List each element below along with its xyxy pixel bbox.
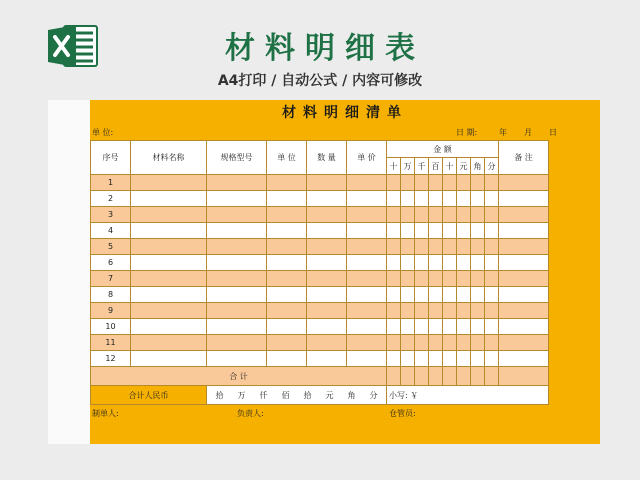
sheet-gutter <box>48 100 90 444</box>
table-cell[interactable] <box>307 223 347 239</box>
month-label: 月 <box>524 128 532 137</box>
table-cell[interactable] <box>401 319 415 335</box>
row-index: 2 <box>91 191 131 207</box>
table-cell[interactable] <box>347 335 387 351</box>
table-cell[interactable] <box>347 223 387 239</box>
table-cell[interactable] <box>267 271 307 287</box>
table-cell[interactable] <box>307 319 347 335</box>
amount-unit-header: 分 <box>485 158 499 175</box>
table-cell[interactable] <box>347 303 387 319</box>
table-cell[interactable] <box>457 207 471 223</box>
table-cell[interactable] <box>267 287 307 303</box>
table-cell[interactable] <box>485 239 499 255</box>
table-cell[interactable] <box>443 223 457 239</box>
amount-unit-header: 角 <box>471 158 485 175</box>
table-cell[interactable] <box>429 207 443 223</box>
table-cell[interactable] <box>131 191 207 207</box>
table-cell[interactable] <box>207 335 267 351</box>
maker-label: 制单人: <box>92 409 119 418</box>
table-cell[interactable] <box>387 335 401 351</box>
col-header-name: 材料名称 <box>131 141 207 175</box>
table-cell[interactable] <box>387 255 401 271</box>
table-cell[interactable] <box>347 239 387 255</box>
table-row <box>91 239 549 255</box>
page-title: 材料明细表 <box>225 31 425 66</box>
table-cell[interactable] <box>387 239 401 255</box>
table-cell[interactable] <box>457 319 471 335</box>
table-cell[interactable] <box>443 255 457 271</box>
table-cell[interactable] <box>499 335 549 351</box>
col-header-quantity: 数 量 <box>307 141 347 175</box>
table-cell[interactable] <box>207 223 267 239</box>
rmb-unit: 拾 <box>303 390 312 400</box>
table-cell[interactable] <box>471 223 485 239</box>
table-cell[interactable] <box>307 271 347 287</box>
table-cell[interactable] <box>387 207 401 223</box>
table-cell[interactable] <box>307 303 347 319</box>
table-cell[interactable] <box>457 351 471 367</box>
table-row <box>91 207 549 223</box>
rmb-unit: 佰 <box>281 390 290 400</box>
table-cell[interactable] <box>485 271 499 287</box>
table-cell[interactable] <box>307 255 347 271</box>
rmb-unit: 角 <box>347 390 356 400</box>
table-cell[interactable] <box>485 223 499 239</box>
table-row <box>91 351 549 367</box>
table-cell[interactable] <box>347 191 387 207</box>
table-cell[interactable] <box>347 351 387 367</box>
table-cell[interactable] <box>207 351 267 367</box>
table-cell[interactable] <box>443 239 457 255</box>
col-header-spec: 规格型号 <box>207 141 267 175</box>
table-cell[interactable] <box>429 223 443 239</box>
table-row <box>91 271 549 287</box>
table-cell[interactable] <box>131 335 207 351</box>
table-cell[interactable] <box>401 175 415 191</box>
table-cell[interactable] <box>485 319 499 335</box>
table-cell[interactable] <box>307 335 347 351</box>
table-cell[interactable] <box>415 287 429 303</box>
table-cell[interactable] <box>415 223 429 239</box>
table-cell[interactable] <box>207 207 267 223</box>
table-cell[interactable] <box>207 319 267 335</box>
table-cell[interactable] <box>401 255 415 271</box>
table-cell[interactable] <box>429 175 443 191</box>
date-label: 日 期: <box>456 128 478 137</box>
table-cell[interactable] <box>131 255 207 271</box>
table-cell[interactable] <box>457 303 471 319</box>
table-cell[interactable] <box>485 335 499 351</box>
table-cell[interactable] <box>457 175 471 191</box>
table-cell[interactable] <box>499 255 549 271</box>
table-cell[interactable] <box>401 239 415 255</box>
total-amount-cell[interactable] <box>457 367 471 386</box>
row-index: 10 <box>91 319 131 335</box>
day-label: 日 <box>549 128 557 137</box>
table-row <box>91 319 549 335</box>
table-cell[interactable] <box>267 239 307 255</box>
table-cell[interactable] <box>443 175 457 191</box>
rmb-unit: 万 <box>237 390 246 400</box>
table-cell[interactable] <box>471 287 485 303</box>
total-row <box>91 367 549 386</box>
table-cell[interactable] <box>401 351 415 367</box>
table-cell[interactable] <box>387 175 401 191</box>
amount-unit-header: 千 <box>415 158 429 175</box>
table-cell[interactable] <box>387 223 401 239</box>
amount-unit-header: 元 <box>457 158 471 175</box>
table-cell[interactable] <box>267 319 307 335</box>
row-index: 12 <box>91 351 131 367</box>
table-cell[interactable] <box>415 319 429 335</box>
table-cell[interactable] <box>131 351 207 367</box>
table-cell[interactable] <box>457 287 471 303</box>
rmb-row <box>91 386 549 405</box>
table-cell[interactable] <box>387 271 401 287</box>
table-cell[interactable] <box>307 239 347 255</box>
table-cell[interactable] <box>347 271 387 287</box>
table-cell[interactable] <box>443 191 457 207</box>
table-cell[interactable] <box>443 303 457 319</box>
table-cell[interactable] <box>347 319 387 335</box>
table-cell[interactable] <box>415 191 429 207</box>
unit-label: 单 位: <box>92 128 114 137</box>
material-form <box>90 100 600 444</box>
rmb-unit: 元 <box>325 390 334 400</box>
col-header-remarks: 备 注 <box>499 141 549 175</box>
keeper-label: 仓管员: <box>389 409 416 418</box>
table-cell[interactable] <box>207 255 267 271</box>
total-amount-cell[interactable] <box>443 367 457 386</box>
table-cell[interactable] <box>131 287 207 303</box>
table-cell[interactable] <box>457 223 471 239</box>
table-cell[interactable] <box>267 175 307 191</box>
row-index: 8 <box>91 287 131 303</box>
table-row <box>91 287 549 303</box>
rmb-units[interactable] <box>207 386 387 405</box>
table-cell[interactable] <box>457 191 471 207</box>
table-cell[interactable] <box>443 207 457 223</box>
table-cell[interactable] <box>443 351 457 367</box>
table-cell[interactable] <box>387 303 401 319</box>
total-label: 合 计 <box>91 367 387 386</box>
table-cell[interactable] <box>457 239 471 255</box>
table-cell[interactable] <box>471 207 485 223</box>
table-cell[interactable] <box>387 351 401 367</box>
total-amount-cell[interactable] <box>415 367 429 386</box>
row-index: 5 <box>91 239 131 255</box>
row-index: 1 <box>91 175 131 191</box>
table-cell[interactable] <box>499 239 549 255</box>
table-cell[interactable] <box>207 303 267 319</box>
table-cell[interactable] <box>267 303 307 319</box>
row-index: 3 <box>91 207 131 223</box>
table-cell[interactable] <box>401 207 415 223</box>
table-cell[interactable] <box>401 223 415 239</box>
table-cell[interactable] <box>131 175 207 191</box>
table-row <box>91 223 549 239</box>
rmb-unit: 拾 <box>215 390 224 400</box>
table-cell[interactable] <box>499 271 549 287</box>
lowercase-amount[interactable]: 小写: ￥ <box>387 386 549 405</box>
table-cell[interactable] <box>267 207 307 223</box>
table-cell[interactable] <box>429 319 443 335</box>
table-cell[interactable] <box>131 239 207 255</box>
table-cell[interactable] <box>443 319 457 335</box>
table-cell[interactable] <box>131 303 207 319</box>
total-amount-cell[interactable] <box>485 367 499 386</box>
table-cell[interactable] <box>429 351 443 367</box>
table-cell[interactable] <box>307 207 347 223</box>
total-amount-cell[interactable] <box>401 367 415 386</box>
amount-unit-header: 十 <box>443 158 457 175</box>
table-row <box>91 335 549 351</box>
col-header-index: 序号 <box>91 141 131 175</box>
table-cell[interactable] <box>499 223 549 239</box>
table-cell[interactable] <box>131 223 207 239</box>
col-header-amount: 金 额 <box>387 141 499 158</box>
row-index: 7 <box>91 271 131 287</box>
amount-unit-header: 万 <box>401 158 415 175</box>
rmb-unit: 分 <box>369 390 378 400</box>
rmb-label: 合计人民币 <box>91 386 207 405</box>
table-cell[interactable] <box>267 255 307 271</box>
total-amount-cell[interactable] <box>471 367 485 386</box>
table-cell[interactable] <box>471 319 485 335</box>
row-index: 6 <box>91 255 131 271</box>
table-cell[interactable] <box>429 271 443 287</box>
table-cell[interactable] <box>471 175 485 191</box>
table-cell[interactable] <box>415 303 429 319</box>
table-cell[interactable] <box>415 255 429 271</box>
table-cell[interactable] <box>401 303 415 319</box>
table-cell[interactable] <box>267 335 307 351</box>
table-cell[interactable] <box>131 207 207 223</box>
table-cell[interactable] <box>471 303 485 319</box>
table-row <box>91 255 549 271</box>
table-cell[interactable] <box>347 175 387 191</box>
table-cell[interactable] <box>347 207 387 223</box>
table-cell[interactable] <box>485 191 499 207</box>
total-amount-cell[interactable] <box>429 367 443 386</box>
table-cell[interactable] <box>485 351 499 367</box>
table-cell[interactable] <box>307 287 347 303</box>
table-cell[interactable] <box>499 287 549 303</box>
table-cell[interactable] <box>347 287 387 303</box>
col-header-unit: 单 位 <box>267 141 307 175</box>
table-cell[interactable] <box>457 255 471 271</box>
amount-unit-header: 百 <box>429 158 443 175</box>
table-cell[interactable] <box>415 351 429 367</box>
table-cell[interactable] <box>207 239 267 255</box>
form-title: 材料明细清单 <box>282 105 408 121</box>
table-cell[interactable] <box>499 207 549 223</box>
table-cell[interactable] <box>429 191 443 207</box>
total-amount-cell[interactable] <box>387 367 401 386</box>
table-cell[interactable] <box>267 351 307 367</box>
table-cell[interactable] <box>485 175 499 191</box>
table-cell[interactable] <box>485 287 499 303</box>
table-cell[interactable] <box>207 191 267 207</box>
table-cell[interactable] <box>499 319 549 335</box>
table-cell[interactable] <box>387 287 401 303</box>
table-cell[interactable] <box>429 287 443 303</box>
row-index: 9 <box>91 303 131 319</box>
material-table <box>90 140 549 405</box>
table-cell[interactable] <box>401 271 415 287</box>
table-cell[interactable] <box>443 271 457 287</box>
table-cell[interactable] <box>267 223 307 239</box>
table-cell[interactable] <box>443 335 457 351</box>
table-cell[interactable] <box>485 255 499 271</box>
table-cell[interactable] <box>387 191 401 207</box>
table-cell[interactable] <box>415 175 429 191</box>
table-cell[interactable] <box>499 351 549 367</box>
table-cell[interactable] <box>499 175 549 191</box>
amount-unit-header: 十 <box>387 158 401 175</box>
year-label: 年 <box>499 128 507 137</box>
table-cell[interactable] <box>415 335 429 351</box>
table-cell[interactable] <box>471 239 485 255</box>
table-cell[interactable] <box>207 271 267 287</box>
table-cell[interactable] <box>499 191 549 207</box>
table-cell[interactable] <box>471 271 485 287</box>
table-cell[interactable] <box>131 319 207 335</box>
table-cell[interactable] <box>443 287 457 303</box>
table-cell[interactable] <box>485 303 499 319</box>
table-cell[interactable] <box>415 207 429 223</box>
row-index: 11 <box>91 335 131 351</box>
table-cell[interactable] <box>307 191 347 207</box>
table-cell[interactable] <box>471 335 485 351</box>
table-cell[interactable] <box>307 175 347 191</box>
table-row <box>91 175 549 191</box>
table-cell[interactable] <box>485 207 499 223</box>
table-cell[interactable] <box>401 191 415 207</box>
table-cell[interactable] <box>207 287 267 303</box>
total-remarks-cell[interactable] <box>499 367 549 386</box>
col-header-price: 单 价 <box>347 141 387 175</box>
table-cell[interactable] <box>429 255 443 271</box>
table-cell[interactable] <box>307 351 347 367</box>
table-cell[interactable] <box>401 287 415 303</box>
table-cell[interactable] <box>131 271 207 287</box>
table-row <box>91 303 549 319</box>
table-cell[interactable] <box>471 351 485 367</box>
table-cell[interactable] <box>415 239 429 255</box>
table-cell[interactable] <box>387 319 401 335</box>
responsible-label: 负责人: <box>237 409 264 418</box>
table-cell[interactable] <box>499 303 549 319</box>
table-cell[interactable] <box>429 239 443 255</box>
row-index: 4 <box>91 223 131 239</box>
table-row <box>91 191 549 207</box>
table-cell[interactable] <box>471 255 485 271</box>
table-cell[interactable] <box>429 303 443 319</box>
table-cell[interactable] <box>415 271 429 287</box>
table-cell[interactable] <box>457 335 471 351</box>
table-cell[interactable] <box>471 191 485 207</box>
rmb-unit: 仟 <box>259 390 268 400</box>
spreadsheet-preview <box>48 100 592 444</box>
table-cell[interactable] <box>457 271 471 287</box>
table-cell[interactable] <box>401 335 415 351</box>
page-subtitle: A4打印 / 自动公式 / 内容可修改 <box>217 73 423 89</box>
table-cell[interactable] <box>347 255 387 271</box>
table-cell[interactable] <box>267 191 307 207</box>
table-cell[interactable] <box>207 175 267 191</box>
table-cell[interactable] <box>429 335 443 351</box>
